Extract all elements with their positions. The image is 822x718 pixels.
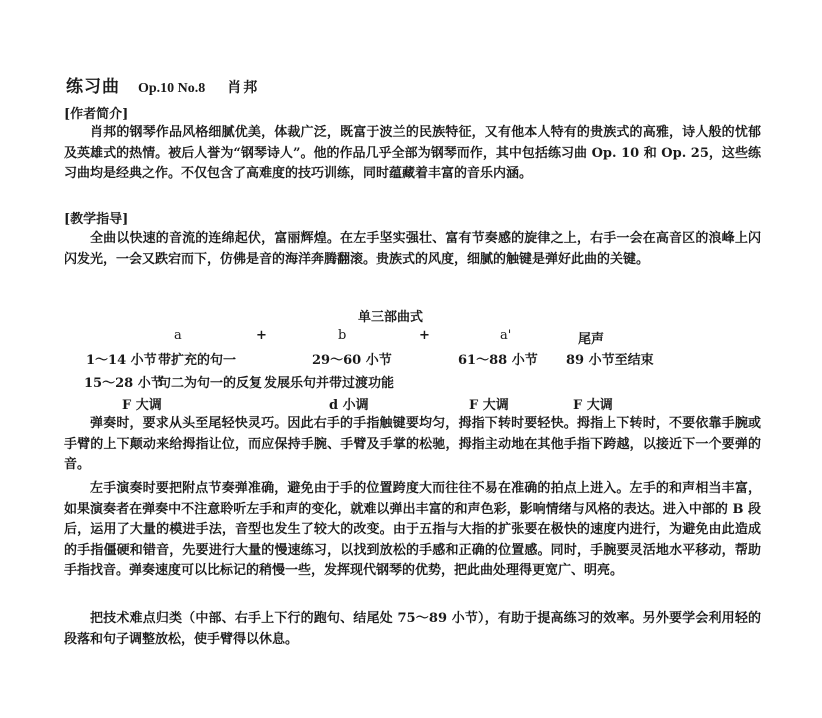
- section-heading-author: [作者简介]: [64, 107, 129, 122]
- form-table-title: 单三部曲式: [358, 310, 424, 325]
- piece-title: 练习曲: [66, 77, 120, 97]
- key-b: d 小调: [329, 398, 369, 413]
- guidance-paragraph-right-hand: 弹奏时，要求从头至尾轻快灵巧。因此右手的手指触键要均匀，拇指下转时要轻快。拇指上下转时，不要依靠手腕或手臂的上下颠动来给拇指让位，而应保持手腕、手臂及手掌的松驰，拇指主动地在其他手指下跨越，以接近下一个要弹的音。: [64, 416, 761, 472]
- page-title: [66, 72, 259, 97]
- section-a: a: [174, 328, 182, 343]
- section-b: b: [338, 328, 347, 343]
- opus-number: Op.10 No.8: [138, 81, 206, 96]
- key-a-prime: F 大调: [469, 398, 509, 413]
- plus-sign: +: [256, 328, 267, 343]
- guidance-paragraph-technique: 把技术难点归类（中部、右手上下行的跑句、结尾处 75～89 小节），有助于提高练习的效率。另外要学会利用轻的段落和句子调整放松，使手臂得以休息。: [64, 611, 761, 647]
- measures-a: 1～14 小节: [86, 353, 157, 368]
- composer-name: 肖邦: [227, 80, 260, 96]
- teaching-intro-paragraph: 全曲以快速的音流的连绵起伏，富丽辉煌。在左手坚实强壮、富有节奏感的旋律之上，右手一会在高音区的浪峰上闪闪发光，一会又跌宕而下，仿佛是音的海洋奔腾翻滚。贵族式的风度，细腻的触键是弹好此曲的关键。: [64, 231, 761, 267]
- measures-a-2: 15～28 小节: [84, 376, 164, 391]
- plus-sign: +: [419, 328, 430, 343]
- phrase-a-2-desc: 句二为句一的反复: [158, 376, 263, 391]
- phrase-b-desc: 发展乐句并带过渡功能: [264, 376, 395, 391]
- author-bio-paragraph: 肖邦的钢琴作品风格细腻优美，体裁广泛，既富于波兰的民族特征，又有他本人特有的贵族式的高雅，诗人般的忧郁及英雄式的热情。被后人誉为“钢琴诗人”。他的作品几乎全部为钢琴而作，其中包括练习曲 Op. 10 和 Op. 25，这些练习曲均是经典之作。不仅包含了高难度的技巧训练，同时蕴藏着丰富的音乐内涵。: [64, 125, 761, 181]
- section-heading-teaching: [教学指导]: [64, 212, 129, 227]
- section-coda: 尾声: [578, 332, 605, 347]
- measures-a-prime: 61～88 小节: [458, 353, 538, 368]
- phrase-a-desc: 带扩充的句一: [158, 353, 237, 368]
- guidance-paragraph-left-hand: 左手演奏时要把附点节奏弹准确，避免由于手的位置跨度大而往往不易在准确的拍点上进入。左手的和声相当丰富，如果演奏者在弹奏中不注意聆听左手和声的变化，就难以弹出丰富的和声色彩，影响情绪与风格的表达。进入中部的 B 段后，运用了大量的模进手法，音型也发生了较大的改变。由于五指与大指的扩张要在极快的速度内进行，为避免由此造成的手指僵硬和错音，先要进行大量的慢速练习，以找到放松的手感和正确的位置感。同时，手腕要灵活地水平移动，帮助手指找音。弹奏速度可以比标记的稍慢一些，发挥现代钢琴的优势，把此曲处理得更宽广、明亮。: [64, 481, 761, 578]
- measures-coda: 89 小节至结束: [566, 353, 654, 368]
- key-coda: F 大调: [573, 398, 613, 413]
- measures-b: 29～60 小节: [312, 353, 392, 368]
- key-a: F 大调: [122, 398, 162, 413]
- section-a-prime: a': [500, 328, 512, 343]
